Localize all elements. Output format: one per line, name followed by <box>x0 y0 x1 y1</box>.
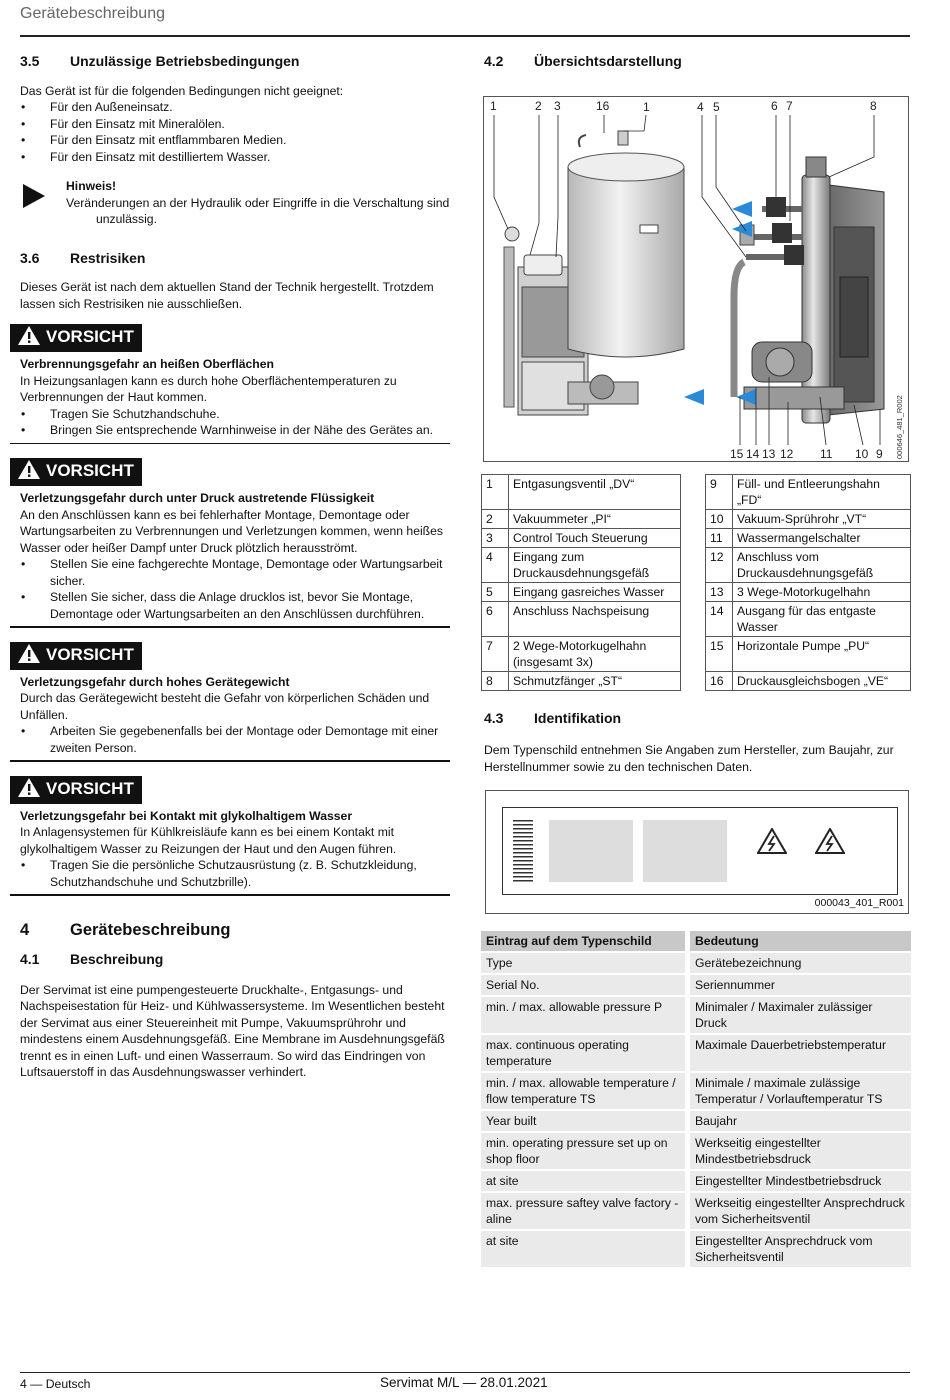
section-title: Unzulässige Betriebsbedingungen <box>70 53 300 69</box>
legend-number: 2 <box>482 510 509 529</box>
meaning-cell: Eingestellter Mindestbetriebsdruck <box>690 1171 911 1191</box>
callout-label: 5 <box>713 100 720 114</box>
warning-list <box>20 857 450 890</box>
list-item: • Für den Einsatz mit destilliertem Wasser. <box>20 149 450 166</box>
warning-label <box>10 776 142 804</box>
legend-number: 8 <box>482 672 509 691</box>
warning-label-text: VORSICHT <box>46 461 134 480</box>
warning-block <box>10 642 450 762</box>
callout-label: 7 <box>786 99 793 113</box>
warning-list <box>20 556 450 622</box>
section-3-5-intro: Das Gerät ist für die folgenden Bedingungen nicht geeignet: <box>20 83 344 98</box>
plate-entry-cell: min. / max. allowable pressure P <box>481 997 690 1033</box>
legend-text: Control Touch Steuerung <box>509 529 681 548</box>
warning-label <box>10 458 142 486</box>
warning-label <box>10 642 142 670</box>
plate-figure-id: 000043_401_R001 <box>814 896 904 909</box>
legend-text: Ausgang für das entgaste Wasser <box>733 602 911 637</box>
legend-text: Horizontale Pumpe „PU“ <box>733 637 911 672</box>
table-header-cell: Eintrag auf dem Typenschild <box>481 931 690 951</box>
callout-label: 13 <box>762 447 776 461</box>
legend-row <box>482 583 681 602</box>
list-item: • Bringen Sie entsprechende Warnhinweise in der Nähe des Gerätes an. <box>20 422 450 439</box>
legend-row <box>706 510 911 529</box>
warning-text: In Heizungsanlagen kann es durch hohe Oberflächentemperaturen zu Verbrennungen der Haut kommen. <box>20 373 397 404</box>
warning-rule <box>10 894 450 896</box>
section-4-3-heading <box>484 710 621 727</box>
legend-row <box>706 637 911 672</box>
section-3-6-text: Dieses Gerät ist nach dem aktuellen Stand der Technik hergestellt. Trotzdem lassen sich Restrisiken nie ausschließen. <box>20 280 434 311</box>
callout-label: 12 <box>780 447 794 461</box>
legend-number: 6 <box>482 602 509 637</box>
legend-row <box>706 475 911 510</box>
legend-text: Wassermangelschalter <box>733 529 911 548</box>
warning-title: Verletzungsgefahr durch hohes Gerätegewicht <box>20 674 290 689</box>
legend-text: Eingang gasreiches Wasser <box>509 583 681 602</box>
meaning-cell: Minimaler / Maximaler zulässiger Druck <box>690 997 911 1033</box>
list-item: • Tragen Sie Schutzhandschuhe. <box>20 406 450 423</box>
meaning-cell: Maximale Dauerbetriebstemperatur <box>690 1035 911 1071</box>
warning-list <box>20 406 450 439</box>
plate-field <box>549 820 633 882</box>
section-number: 4 <box>20 920 30 939</box>
table-row <box>481 1111 911 1131</box>
callout-label: 1 <box>490 99 497 113</box>
table-row <box>481 1231 911 1267</box>
barcode-lines <box>513 820 533 882</box>
overview-figure <box>483 96 909 462</box>
legend-row <box>706 529 911 548</box>
section-4-heading <box>20 922 450 939</box>
table-row <box>481 1133 911 1169</box>
callout-label: 8 <box>870 99 877 113</box>
warning-label-text: VORSICHT <box>46 327 134 346</box>
legend-row <box>706 602 911 637</box>
legend-table-right <box>705 474 911 691</box>
legend-text: Füll- und Entleerungshahn „FD“ <box>733 475 911 510</box>
note-line-1: Veränderungen an der Hydraulik oder Eingriffe in die Verschaltung sind <box>66 195 450 210</box>
meaning-cell: Werkseitig eingestellter Ansprechdruck vom Sicherheitsventil <box>690 1193 911 1229</box>
warning-text: An den Anschlüssen kann es bei fehlerhafter Montage, Demontage oder Wartungsarbeiten zu Verbrennungen und Verletzungen kommen, wenn heißes Wasser oder heißer Dampf unter Druck plötzlich herausströmt. <box>20 507 443 555</box>
plate-entry-cell: at site <box>481 1171 690 1191</box>
callout-label: 3 <box>554 99 561 113</box>
list-item: • Arbeiten Sie gegebenenfalls bei der Montage oder Demontage mit einer zweiten Person. <box>20 723 450 756</box>
footer-rule <box>20 1372 910 1373</box>
callout-label: 4 <box>697 100 704 114</box>
type-plate-table <box>481 929 911 1269</box>
warning-block <box>10 324 450 444</box>
plate-entry-cell: min. / max. allowable temperature / flow temperature TS <box>481 1073 690 1109</box>
legend-number: 14 <box>706 602 733 637</box>
callout-label: 2 <box>535 99 542 113</box>
warning-label-text: VORSICHT <box>46 644 134 664</box>
warning-block <box>10 458 450 628</box>
list-item: • Für den Einsatz mit entflammbaren Medien. <box>20 132 450 149</box>
list-item: • Stellen Sie sicher, dass die Anlage drucklos ist, bevor Sie Montage, Demontage oder Wartungsarbeiten an den Anschlüssen durchführen. <box>20 589 450 622</box>
legend-text: Druckausgleichsbogen „VE“ <box>733 672 911 691</box>
warning-title: Verletzungsgefahr durch unter Druck austretende Flüssigkeit <box>20 491 375 505</box>
section-title: Gerätebeschreibung <box>70 920 231 939</box>
warning-rule <box>10 760 450 762</box>
list-item: • Stellen Sie eine fachgerechte Montage, Demontage oder Wartungsarbeit sicher. <box>20 556 450 589</box>
type-plate-figure <box>485 790 909 914</box>
legend-row <box>482 548 681 583</box>
meaning-cell: Eingestellter Ansprechdruck vom Sicherheitsventil <box>690 1231 911 1267</box>
footer-document-title: Servimat M/L — 28.01.2021 <box>380 1375 548 1390</box>
legend-row <box>706 583 911 602</box>
callout-label: 10 <box>855 447 869 461</box>
section-number: 4.3 <box>484 710 504 726</box>
legend-text: 2 Wege-Motorkugelhahn (insgesamt 3x) <box>509 637 681 672</box>
table-header-cell: Bedeutung <box>690 931 911 951</box>
footer-page-number: 4 — Deutsch <box>20 1377 91 1391</box>
plate-field <box>643 820 727 882</box>
legend-number: 12 <box>706 548 733 583</box>
legend-text: Anschluss Nachspeisung <box>509 602 681 637</box>
legend-row <box>482 529 681 548</box>
warning-label <box>10 324 142 352</box>
callout-label: 1 <box>643 100 650 114</box>
note-title: Hinweis! <box>66 179 117 193</box>
list-item: • Für den Einsatz mit Mineralölen. <box>20 116 450 133</box>
callout-label: 9 <box>876 447 883 461</box>
figure-id: 000646_481_R002 <box>895 395 904 459</box>
legend-number: 13 <box>706 583 733 602</box>
left-column <box>20 53 450 1081</box>
table-row <box>481 1073 911 1109</box>
legend-row <box>482 475 681 510</box>
section-title: Identifikation <box>534 710 622 726</box>
legend-number: 3 <box>482 529 509 548</box>
table-row <box>481 1171 911 1191</box>
warning-title: Verbrennungsgefahr an heißen Oberflächen <box>20 357 274 371</box>
plate-entry-cell: Serial No. <box>481 975 690 995</box>
section-4-1-heading <box>20 951 450 968</box>
section-4-1-text: Der Servimat ist eine pumpengesteuerte Druckhalte-, Entgasungs- und Nachspeisestation für Heiz- und Kühlwassersysteme. Im Wesentlichen besteht der Servimat aus einer Steuereinheit mit Pumpe, Vakuumsprührohr und mindestens einem Ausdehnungsgefäß. Eine Membrane im Ausdehnungsgefäß trennt es in einen Luft- und einen Wasserraum. So wird das Eindringen von Luftsauerstoff in das Ausdehnungswasser verhindert. <box>20 982 445 1079</box>
page-header-title: Gerätebeschreibung <box>20 5 165 22</box>
callout-label: 6 <box>771 99 778 113</box>
warning-triangle-icon <box>18 460 40 479</box>
warning-triangle-icon <box>18 778 40 797</box>
legend-text: 3 Wege-Motorkugelhahn <box>733 583 911 602</box>
electric-hazard-icon <box>757 828 787 854</box>
legend-row <box>706 672 911 691</box>
legend-row <box>482 602 681 637</box>
list-item: • Tragen Sie die persönliche Schutzausrüstung (z. B. Schutzkleidung, Schutzhandschuhe und Schutzbrille). <box>20 857 450 890</box>
section-title: Restrisiken <box>70 249 146 266</box>
legend-number: 5 <box>482 583 509 602</box>
legend-row <box>706 548 911 583</box>
section-3-5-heading <box>20 53 450 70</box>
section-3-6-heading <box>20 250 450 267</box>
legend-number: 11 <box>706 529 733 548</box>
table-row <box>481 953 911 973</box>
table-row <box>481 1035 911 1071</box>
section-number: 4.1 <box>20 951 40 967</box>
meaning-cell: Baujahr <box>690 1111 911 1131</box>
table-header-row <box>481 931 911 951</box>
warning-title: Verletzungsgefahr bei Kontakt mit glykolhaltigem Wasser <box>20 808 353 823</box>
warning-rule <box>10 626 450 628</box>
note-arrow-icon <box>23 184 45 208</box>
meaning-cell: Werkseitig eingestellter Mindestbetriebsdruck <box>690 1133 911 1169</box>
meaning-cell: Gerätebezeichnung <box>690 953 911 973</box>
table-row <box>481 975 911 995</box>
legend-number: 10 <box>706 510 733 529</box>
section-number: 3.6 <box>20 249 40 266</box>
section-4-3-text: Dem Typenschild entnehmen Sie Angaben zum Hersteller, zum Baujahr, zur Herstellnummer sowie zu den technischen Daten. <box>484 743 894 774</box>
warning-triangle-icon <box>18 326 40 345</box>
table-row <box>481 997 911 1033</box>
plate-entry-cell: Year built <box>481 1111 690 1131</box>
callout-label: 15 <box>730 447 744 461</box>
conditions-list <box>20 99 450 165</box>
section-4-2-heading <box>484 53 682 70</box>
legend-number: 7 <box>482 637 509 672</box>
warning-text: Durch das Gerätegewicht besteht die Gefahr von körperlichen Schäden und Unfällen. <box>20 691 430 722</box>
meaning-cell: Seriennummer <box>690 975 911 995</box>
legend-text: Entgasungsventil „DV“ <box>509 475 681 510</box>
legend-number: 15 <box>706 637 733 672</box>
section-number: 3.5 <box>20 53 40 69</box>
meaning-cell: Minimale / maximale zulässige Temperatur / Vorlauftemperatur TS <box>690 1073 911 1109</box>
warning-text: In Anlagensystemen für Kühlkreisläufe kann es bei einem Kontakt mit glykolhaltigem Wasser zu Reizungen der Haut und den Augen führen. <box>20 825 397 856</box>
legend-text: Anschluss vom Druckausdehnungsgefäß <box>733 548 911 583</box>
warning-triangle-icon <box>18 644 40 663</box>
warning-list <box>20 723 450 756</box>
legend-text: Schmutzfänger „ST“ <box>509 672 681 691</box>
legend-row <box>482 672 681 691</box>
legend-table-left <box>481 474 681 691</box>
plate-entry-cell: at site <box>481 1231 690 1267</box>
legend-number: 16 <box>706 672 733 691</box>
warning-block <box>10 776 450 896</box>
legend-number: 4 <box>482 548 509 583</box>
callout-label: 11 <box>820 447 833 461</box>
warning-label-text: VORSICHT <box>46 778 134 798</box>
legend-number: 1 <box>482 475 509 510</box>
table-row <box>481 1193 911 1229</box>
electric-hazard-icon <box>815 828 845 854</box>
plate-entry-cell: max. continuous operating temperature <box>481 1035 690 1071</box>
note-line-2: unzulässig. <box>96 212 157 226</box>
legend-row <box>482 510 681 529</box>
servimat-illustration <box>484 97 908 461</box>
section-title: Übersichtsdarstellung <box>534 53 682 69</box>
section-number: 4.2 <box>484 53 504 69</box>
legend-text: Vakuummeter „PI“ <box>509 510 681 529</box>
plate-entry-cell: min. operating pressure set up on shop floor <box>481 1133 690 1169</box>
legend-row <box>482 637 681 672</box>
plate-entry-cell: Type <box>481 953 690 973</box>
plate-entry-cell: max. pressure saftey valve factory - aline <box>481 1193 690 1229</box>
warning-rule <box>10 443 450 445</box>
header-rule <box>20 35 910 37</box>
legend-text: Eingang zum Druckausdehnungsgefäß <box>509 548 681 583</box>
type-plate <box>502 807 898 895</box>
list-item: • Für den Außeneinsatz. <box>20 99 450 116</box>
legend-number: 9 <box>706 475 733 510</box>
legend-text: Vakuum-Sprührohr „VT“ <box>733 510 911 529</box>
callout-label: 14 <box>746 447 760 461</box>
note-box <box>20 178 450 228</box>
callout-label: 16 <box>596 99 610 113</box>
section-title: Beschreibung <box>70 951 164 967</box>
